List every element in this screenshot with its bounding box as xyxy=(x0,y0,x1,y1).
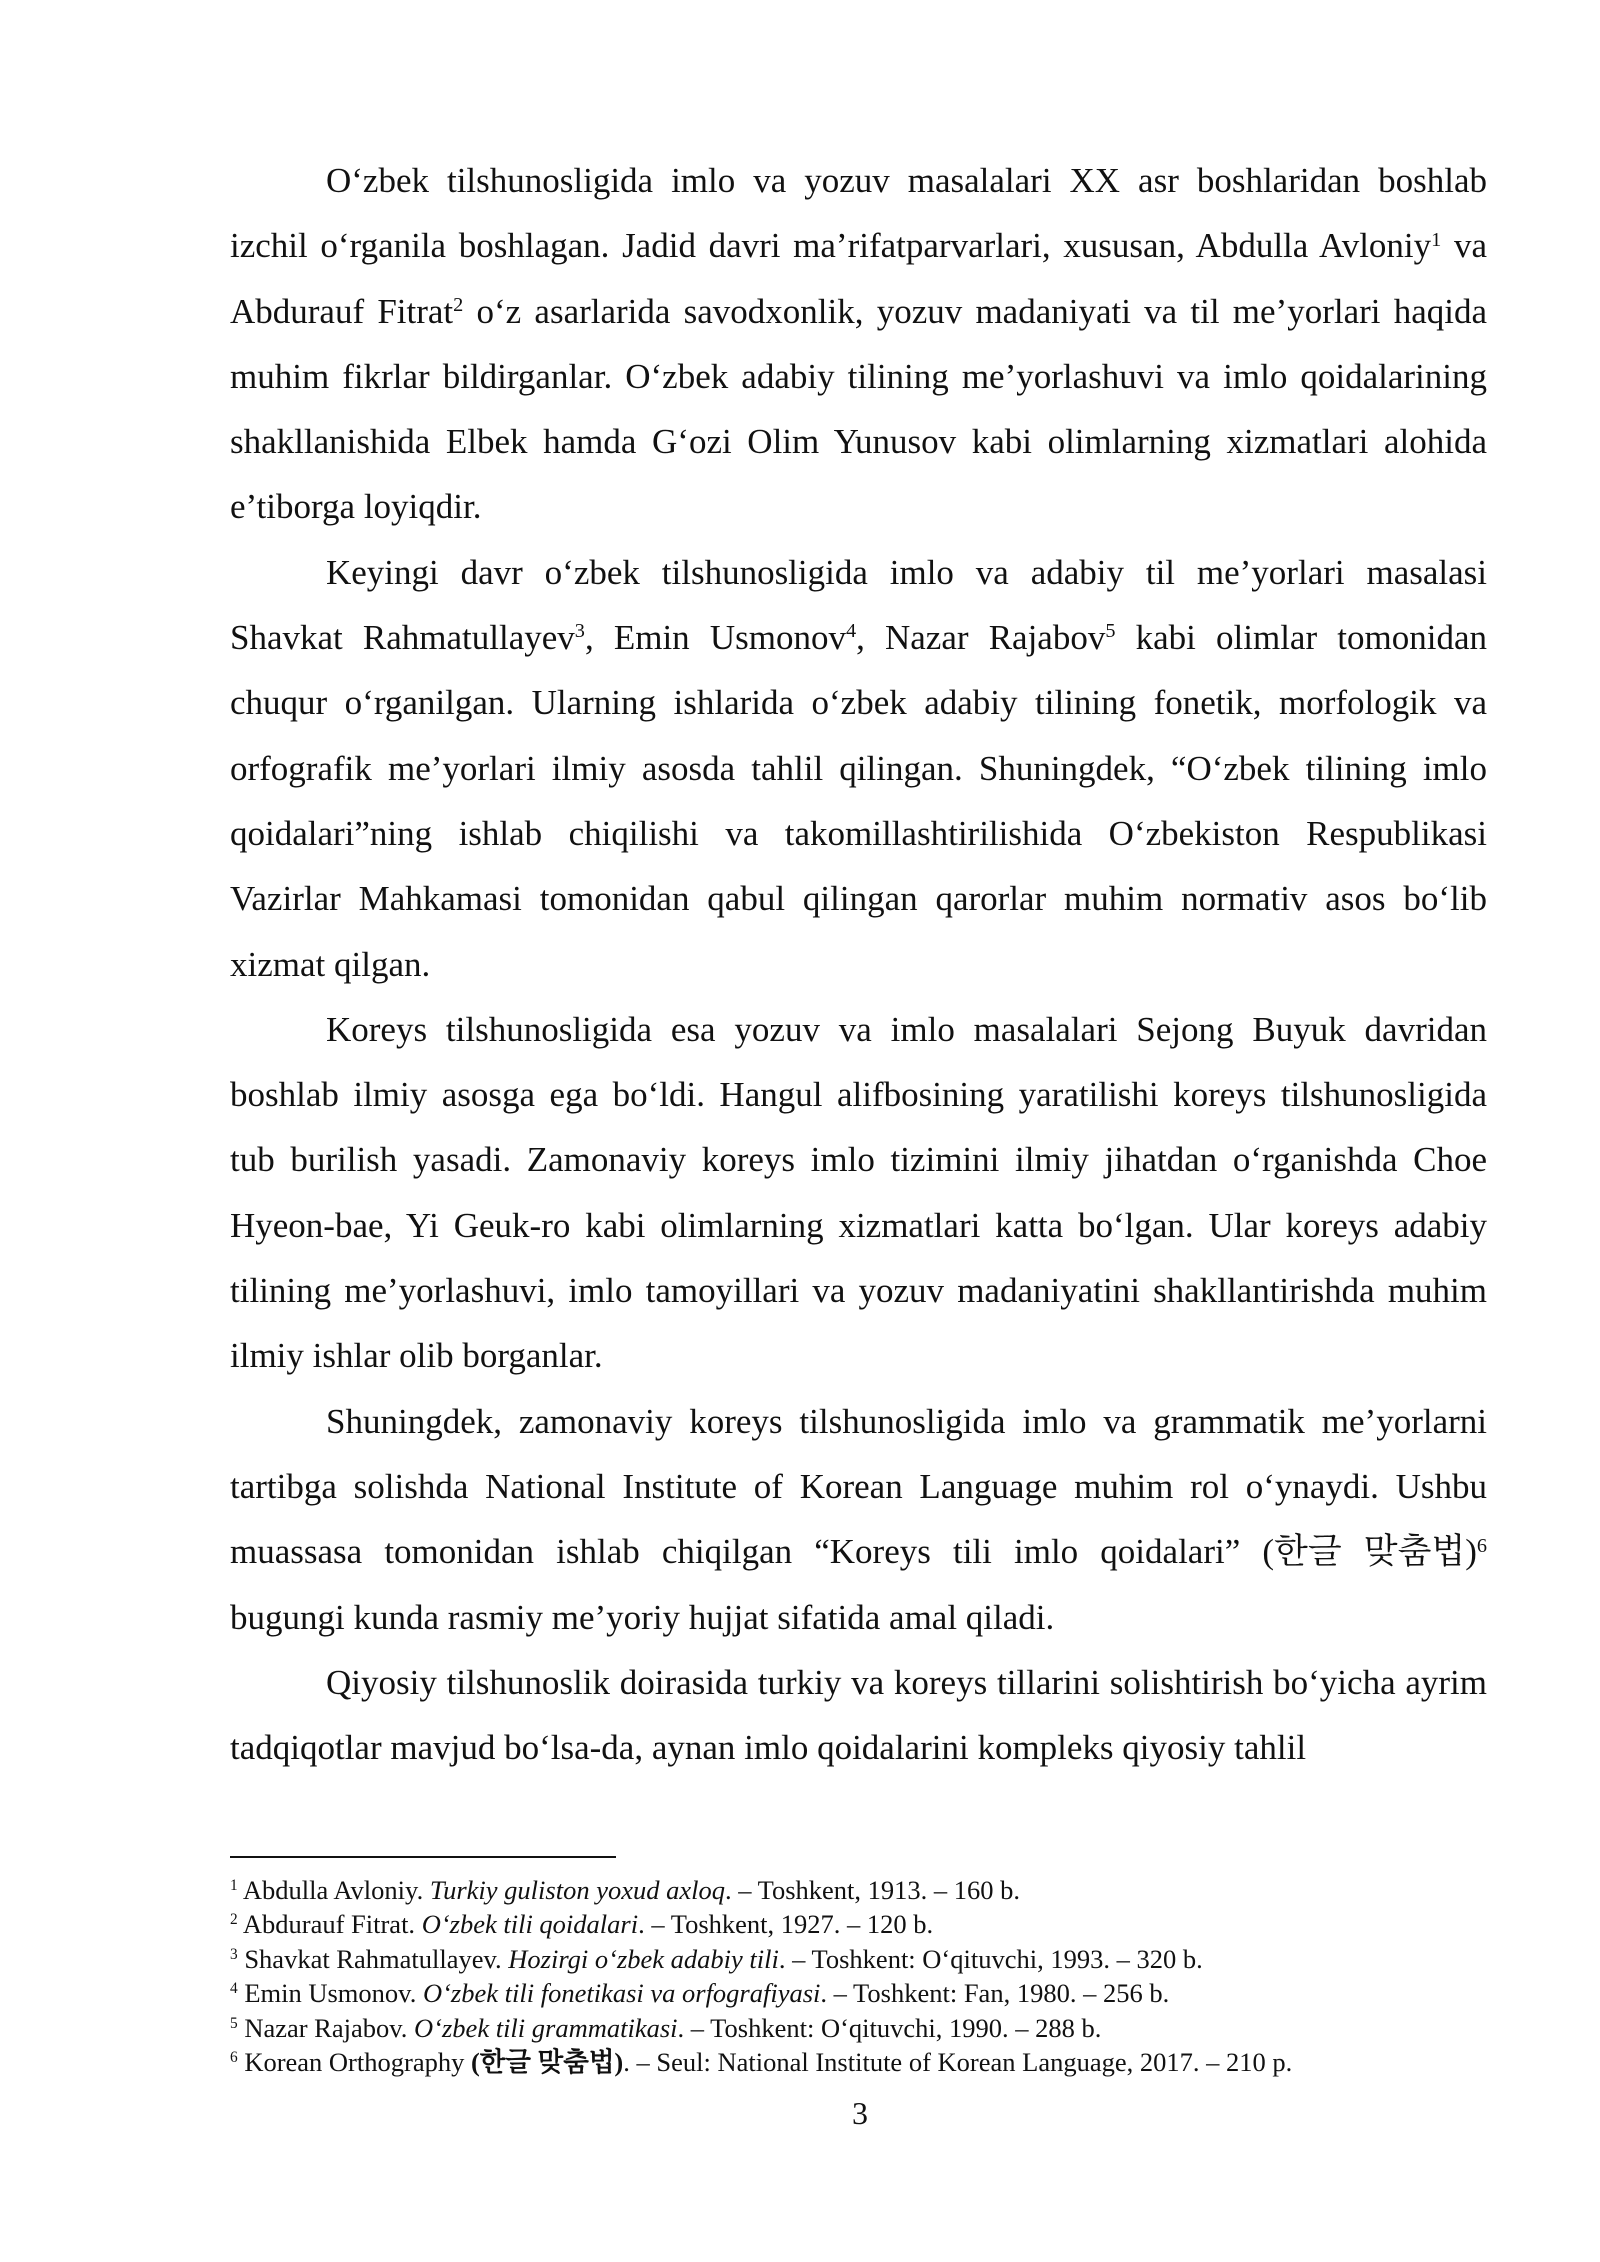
footnote-ref-3[interactable]: 3 xyxy=(574,620,585,643)
footnote-2 xyxy=(230,1907,1490,1941)
paragraph-5: Qiyosiy tilshunoslik doirasida turkiy va koreys tillarini solishtirish bo‘yicha ayrim tadqiqotlar mavjud bo‘lsa-da, aynan imlo qoidalarini kompleks qiyosiy tahlil xyxy=(230,1662,1487,1768)
footnote-author: Shavkat Rahmatullayev. xyxy=(237,1943,509,1974)
footnote-details: . – Toshkent: Fan, 1980. – 256 b. xyxy=(820,1978,1170,2009)
footnote-number: 6 xyxy=(230,2048,238,2066)
footnote-number: 5 xyxy=(230,2014,238,2032)
paragraph-text: Shuningdek, zamonaviy koreys tilshunosligida imlo va grammatik me’yorlarni tartibga solishda National Institute of Korean Language muhim rol o‘ynaydi. Ushbu muassasa tomonidan ishlab chiqilgan “Koreys tili imlo qoidalari” (한글 맞춤법) xyxy=(230,1401,1487,1572)
paragraph-text: , Nazar Rajabov xyxy=(856,618,1106,658)
footnote-number: 2 xyxy=(230,1911,238,1929)
footnote-details: . – Toshkent, 1927. – 120 b. xyxy=(638,1909,934,1940)
paragraph-text: va Abdurauf Fitrat xyxy=(230,226,1487,331)
footnote-6 xyxy=(230,2045,1490,2079)
footnote-author: Korean Orthography xyxy=(237,2047,471,2078)
footnote-4 xyxy=(230,1976,1490,2010)
footnote-number: 3 xyxy=(230,1945,238,1963)
footnote-number: 4 xyxy=(230,1980,238,1998)
paragraph-text: o‘z asarlarida savodxonlik, yozuv madaniyati va til me’yorlari haqida muhim fikrlar bildirganlar. O‘zbek adabiy tilining me’yorlashuvi va imlo qoidalarining shakllanishida Elbek hamda G‘ozi Olim Yunusov kabi olimlarning xizmatlari alohida e’tiborga loyiqdir. xyxy=(230,291,1488,527)
paragraph-text: , Emin Usmonov xyxy=(584,618,846,658)
footnote-title: (한글 맞춤법) xyxy=(470,2047,624,2078)
paragraph-1 xyxy=(230,148,1487,540)
paragraph-text: O‘zbek tilshunosligida imlo va yozuv masalalari XX asr boshlaridan boshlab izchil o‘rganila boshlagan. Jadid davri ma’rifatparvarlari, xususan, Abdulla Avloniy xyxy=(230,161,1487,266)
footnote-number: 1 xyxy=(230,1876,238,1894)
footnote-separator xyxy=(230,1856,616,1858)
footnote-author: Emin Usmonov. xyxy=(237,1978,423,2009)
footnote-details: . – Seul: National Institute of Korean Language, 2017. – 210 p. xyxy=(623,2047,1293,2078)
footnote-ref-4[interactable]: 4 xyxy=(845,620,857,643)
paragraph-2 xyxy=(230,540,1487,997)
footnote-ref-1[interactable]: 1 xyxy=(1431,228,1442,251)
paragraph-text: Keyingi davr o‘zbek tilshunosligida imlo va adabiy til me’yorlari masalasi Shavkat Rahmatullayev xyxy=(230,552,1487,658)
footnote-title: Turkiy guliston yoxud axloq xyxy=(429,1875,725,1905)
footnote-1 xyxy=(230,1873,1490,1907)
footnote-author: Nazar Rajabov. xyxy=(237,2012,415,2043)
paragraph-text: bugungi kunda rasmiy me’yoriy hujjat sifatida amal qiladi. xyxy=(230,1597,1055,1637)
footnotes xyxy=(230,1873,1490,2079)
body-text xyxy=(230,148,1487,1780)
paragraph-4 xyxy=(230,1389,1487,1650)
paragraph-3: Koreys tilshunosligida esa yozuv va imlo masalalari Sejong Buyuk davridan boshlab ilmiy asosga ega bo‘ldi. Hangul alifbosining yaratilishi koreys tilshunosligida tub burilish yasadi. Zamonaviy koreys imlo tizimini ilmiy jihatdan o‘rganishda Choe Hyeon-bae, Yi Geuk-ro kabi olimlarning xizmatlari katta bo‘lgan. Ular koreys adabiy tilining me’yorlashuvi, imlo tamoyillari va yozuv madaniyatini shakllantirishda muhim ilmiy ishlar olib borganlar. xyxy=(230,1009,1487,1376)
footnote-ref-5[interactable]: 5 xyxy=(1105,620,1116,643)
footnote-title: O‘zbek tili fonetikasi va orfografiyasi xyxy=(422,1978,821,2009)
footnote-title: Hozirgi o‘zbek adabiy tili xyxy=(508,1943,779,1974)
page-number: 3 xyxy=(852,2095,868,2131)
footnote-5 xyxy=(230,2011,1490,2045)
footnote-details: . – Toshkent, 1913. – 160 b. xyxy=(724,1875,1021,1905)
footnote-details: . – Toshkent: O‘qituvchi, 1990. – 288 b. xyxy=(677,2012,1102,2043)
footnote-3 xyxy=(230,1942,1490,1976)
footnote-ref-6[interactable]: 6 xyxy=(1476,1534,1487,1557)
footnote-title: O‘zbek tili qoidalari xyxy=(421,1909,639,1940)
footnote-title: O‘zbek tili grammatikasi xyxy=(414,2012,678,2043)
footnote-author: Abdulla Avloniy. xyxy=(237,1875,430,1905)
paragraph-text: kabi olimlar tomonidan chuqur o‘rganilgan. Ularning ishlarida o‘zbek adabiy tilining fonetik, morfologik va orfografik me’yorlari ilmiy asosda tahlil qilingan. Shuningdek, “O‘zbek tilining imlo qoidalari”ning ishlab chiqilishi va takomillashtirilishida O‘zbekiston Respublikasi Vazirlar Mahkamasi tomonidan qabul qilingan qarorlar muhim normativ asos bo‘lib xizmat qilgan. xyxy=(230,618,1487,984)
footnote-ref-2[interactable]: 2 xyxy=(453,293,464,316)
footnote-details: . – Toshkent: O‘qituvchi, 1993. – 320 b. xyxy=(778,1943,1203,1974)
footnote-author: Abdurauf Fitrat. xyxy=(237,1909,422,1940)
